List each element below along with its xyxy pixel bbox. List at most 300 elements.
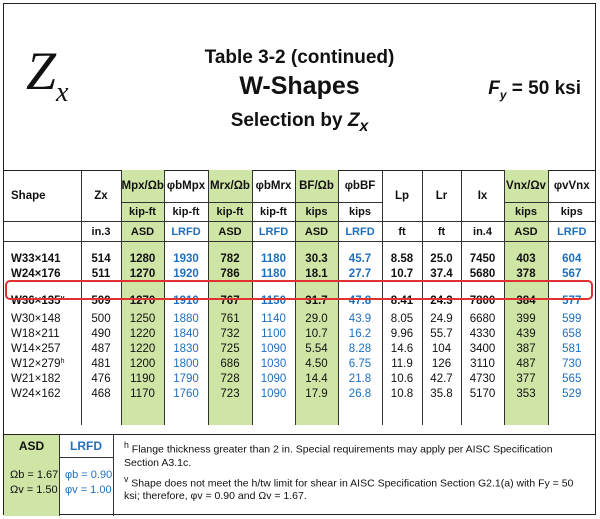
spacer-cell xyxy=(295,401,338,425)
value-text: 6.75 xyxy=(348,357,372,370)
value-cell xyxy=(504,341,548,356)
value-cell xyxy=(81,311,121,326)
fy-value: = 50 ksi xyxy=(506,78,581,99)
value-cell xyxy=(208,290,252,311)
spacer-cell xyxy=(504,281,548,290)
value-text: 1910 xyxy=(173,294,199,307)
col-mrx-lrfd: φbMrx xyxy=(252,170,295,203)
value-cell xyxy=(461,311,504,326)
unit-mrx-asd: kip-ft xyxy=(208,203,252,222)
value-text: 490 xyxy=(91,327,111,340)
value-text: 567 xyxy=(562,267,582,280)
footnote-v-mark: v xyxy=(124,473,129,484)
value-text: 1090 xyxy=(260,387,287,400)
value-cell xyxy=(338,251,382,266)
value-cell xyxy=(504,290,548,311)
value-cell xyxy=(208,371,252,386)
shape-name: W14×257 xyxy=(11,342,61,355)
value-text: 1170 xyxy=(130,387,155,400)
value-cell xyxy=(295,251,338,266)
value-cell xyxy=(382,341,422,356)
value-cell xyxy=(504,311,548,326)
value-text: 481 xyxy=(91,357,111,370)
shape-cell xyxy=(4,341,81,356)
spacer-cell xyxy=(548,401,595,425)
value-text: 24.9 xyxy=(430,312,453,325)
col-mpx-lrfd: φbMpx xyxy=(164,170,208,203)
value-cell xyxy=(461,251,504,266)
footnote-mark: v xyxy=(60,294,65,302)
value-cell xyxy=(164,290,208,311)
value-text: 126 xyxy=(431,357,452,370)
fy-var: F xyxy=(488,78,500,99)
value-cell xyxy=(382,311,422,326)
value-cell xyxy=(548,290,595,311)
spacer-cell xyxy=(121,401,164,425)
value-cell xyxy=(504,326,548,341)
col-lp: Lp xyxy=(382,170,422,222)
value-text: 581 xyxy=(562,342,582,355)
value-cell xyxy=(548,356,595,371)
method-lrfd-mpx: LRFD xyxy=(164,222,208,242)
value-cell xyxy=(252,290,295,311)
value-cell xyxy=(81,341,121,356)
value-text: 439 xyxy=(516,327,536,340)
value-cell xyxy=(164,326,208,341)
spacer-cell xyxy=(164,281,208,290)
value-text: 1790 xyxy=(173,372,199,385)
spacer-row xyxy=(4,281,595,290)
shape-name: W12×279 xyxy=(11,357,61,370)
col-shape: Shape xyxy=(11,189,46,202)
value-text: 1150 xyxy=(261,294,286,307)
value-text: 3110 xyxy=(470,357,495,370)
method-asd-bf: ASD xyxy=(295,222,338,242)
value-cell xyxy=(252,251,295,266)
value-cell xyxy=(252,356,295,371)
value-text: 658 xyxy=(562,327,582,340)
shape-name: W24×176 xyxy=(11,267,61,280)
table-row xyxy=(4,251,595,266)
value-cell xyxy=(208,386,252,401)
spacer-cell xyxy=(121,242,164,252)
value-text: 6680 xyxy=(469,312,496,325)
table-page xyxy=(3,3,596,515)
unit-lp: ft xyxy=(382,222,422,242)
value-text: 45.7 xyxy=(348,252,372,265)
value-text: 21.8 xyxy=(348,372,372,385)
value-text: 10.7 xyxy=(390,267,414,280)
footnote-v xyxy=(124,473,589,504)
value-cell xyxy=(422,371,461,386)
table-row xyxy=(4,371,595,386)
asd-omega-b: Ωb = 1.67 xyxy=(10,469,59,481)
value-cell xyxy=(422,311,461,326)
value-text: 35.8 xyxy=(430,387,453,400)
table-header xyxy=(4,4,595,171)
shapes-table xyxy=(4,170,595,425)
lrfd-phi-b: φb = 0.90 xyxy=(65,469,113,481)
value-cell xyxy=(81,356,121,371)
spacer-cell xyxy=(338,401,382,425)
value-text: 1190 xyxy=(130,372,155,385)
shape-cell xyxy=(4,311,81,326)
value-cell xyxy=(422,341,461,356)
spacer-cell xyxy=(338,281,382,290)
col-zx: Zx xyxy=(81,170,121,222)
col-vnx-lrfd: φvVnx xyxy=(548,170,595,203)
value-cell xyxy=(504,386,548,401)
unit-bf-asd: kips xyxy=(295,203,338,222)
method-asd-mrx: ASD xyxy=(208,222,252,242)
value-cell xyxy=(121,356,164,371)
unit-mpx-lrfd: kip-ft xyxy=(164,203,208,222)
value-cell xyxy=(548,371,595,386)
spacer-cell xyxy=(4,242,81,252)
value-text: 8.05 xyxy=(390,312,414,325)
value-text: 7800 xyxy=(469,294,496,307)
value-text: 55.7 xyxy=(430,327,453,340)
value-cell xyxy=(208,326,252,341)
value-cell xyxy=(461,290,504,311)
value-text: 5680 xyxy=(469,267,496,280)
footnote-h xyxy=(124,439,589,470)
value-cell xyxy=(504,266,548,281)
spacer-cell xyxy=(295,242,338,252)
value-cell xyxy=(295,326,338,341)
lrfd-phi-v: φv = 1.00 xyxy=(65,484,112,496)
spacer-cell xyxy=(548,242,595,252)
value-cell xyxy=(295,371,338,386)
table-subtitle xyxy=(4,110,595,136)
value-text: 1140 xyxy=(261,312,286,325)
asd-legend-label: ASD xyxy=(4,435,60,458)
value-cell xyxy=(422,290,461,311)
spacer-cell xyxy=(252,281,295,290)
value-cell xyxy=(164,386,208,401)
value-cell xyxy=(252,266,295,281)
value-cell xyxy=(252,341,295,356)
table-row xyxy=(4,386,595,401)
value-cell xyxy=(461,356,504,371)
value-text: 476 xyxy=(91,372,111,385)
value-cell xyxy=(461,386,504,401)
value-text: 5.54 xyxy=(305,342,328,355)
spacer-cell xyxy=(81,242,121,252)
value-text: 1220 xyxy=(129,327,156,340)
value-text: 732 xyxy=(220,327,240,340)
value-cell xyxy=(338,311,382,326)
value-text: 1220 xyxy=(129,342,156,355)
value-cell xyxy=(461,341,504,356)
value-text: 25.0 xyxy=(430,252,453,265)
table-row xyxy=(4,326,595,341)
value-text: 7450 xyxy=(469,252,496,265)
unit-lr: ft xyxy=(422,222,461,242)
value-cell xyxy=(295,311,338,326)
spacer-cell xyxy=(422,281,461,290)
value-text: 1280 xyxy=(129,252,156,265)
value-cell xyxy=(338,326,382,341)
value-text: 26.8 xyxy=(348,387,372,400)
value-cell xyxy=(295,266,338,281)
table-row xyxy=(4,311,595,326)
value-cell xyxy=(81,290,121,311)
spacer-cell xyxy=(4,401,81,425)
value-text: 500 xyxy=(91,312,111,325)
value-cell xyxy=(121,290,164,311)
value-text: 3400 xyxy=(469,342,496,355)
value-text: 728 xyxy=(220,372,240,385)
value-cell xyxy=(504,251,548,266)
table-row xyxy=(4,266,595,281)
value-cell xyxy=(81,386,121,401)
spacer-cell xyxy=(121,281,164,290)
spacer-cell xyxy=(252,242,295,252)
value-text: 604 xyxy=(562,252,582,265)
subtitle-text: Selection by xyxy=(230,110,348,131)
value-text: 1800 xyxy=(173,357,199,370)
value-cell xyxy=(382,371,422,386)
col-mpx-asd: Mpx/Ωb xyxy=(121,170,164,203)
value-text: 761 xyxy=(220,312,240,325)
spacer-cell xyxy=(461,281,504,290)
value-cell xyxy=(164,251,208,266)
value-cell xyxy=(338,290,382,311)
value-text: 1100 xyxy=(261,327,286,340)
value-text: 529 xyxy=(562,387,582,400)
value-cell xyxy=(121,341,164,356)
shape-cell xyxy=(4,326,81,341)
value-cell xyxy=(338,371,382,386)
value-text: 1090 xyxy=(260,372,287,385)
table-title: W-Shapes xyxy=(239,72,360,100)
value-cell xyxy=(295,341,338,356)
unit-shape-blank xyxy=(4,222,81,242)
value-text: 1250 xyxy=(129,312,156,325)
spacer-cell xyxy=(338,242,382,252)
value-cell xyxy=(252,311,295,326)
value-text: 8.28 xyxy=(348,342,372,355)
subtitle-var: Z xyxy=(347,110,360,131)
value-text: 1030 xyxy=(260,357,287,370)
value-cell xyxy=(295,290,338,311)
value-text: 730 xyxy=(562,357,582,370)
footnote-v-text: Shape does not meet the h/tw limit for shear in AISC Specification Section G2.1(a) with Fy = 50 ksi; therefore, φv = 0.90 and Ωv = 1.67. xyxy=(124,477,574,502)
yield-stress xyxy=(488,78,581,102)
value-cell xyxy=(338,356,382,371)
value-text: 9.96 xyxy=(390,327,414,340)
spacer-cell xyxy=(4,281,81,290)
value-text: 384 xyxy=(516,294,536,307)
col-mrx-asd: Mrx/Ωb xyxy=(208,170,252,203)
unit-zx: in.3 xyxy=(81,222,121,242)
value-text: 686 xyxy=(220,357,240,370)
zx-symbol-sub: x xyxy=(56,77,69,108)
value-cell xyxy=(81,251,121,266)
value-text: 31.7 xyxy=(305,294,328,307)
spacer-cell xyxy=(208,242,252,252)
value-text: 487 xyxy=(516,357,536,370)
value-text: 565 xyxy=(562,372,582,385)
value-cell xyxy=(504,371,548,386)
spacer-cell xyxy=(164,401,208,425)
table-footer xyxy=(4,434,595,516)
spacer-cell xyxy=(382,242,422,252)
spacer-cell xyxy=(504,401,548,425)
value-text: 14.6 xyxy=(390,342,414,355)
value-text: 767 xyxy=(220,294,240,307)
value-cell xyxy=(548,341,595,356)
value-text: 1930 xyxy=(173,252,199,265)
value-text: 4.50 xyxy=(305,357,328,370)
value-cell xyxy=(121,311,164,326)
spacer-cell xyxy=(208,401,252,425)
value-text: 8.58 xyxy=(390,252,414,265)
table-row xyxy=(4,356,595,371)
shape-cell xyxy=(4,251,81,266)
table-number: Table 3-2 (continued) xyxy=(204,47,395,68)
value-text: 1270 xyxy=(129,267,156,280)
shape-cell xyxy=(4,356,81,371)
method-asd-vnx: ASD xyxy=(504,222,548,242)
header-row-methods xyxy=(4,222,595,242)
value-text: 1180 xyxy=(261,267,286,280)
value-text: 1200 xyxy=(129,357,156,370)
unit-ix: in.4 xyxy=(461,222,504,242)
value-text: 10.8 xyxy=(390,387,414,400)
shape-cell xyxy=(4,386,81,401)
value-text: 1830 xyxy=(173,342,199,355)
value-text: 487 xyxy=(91,342,111,355)
value-text: 1840 xyxy=(173,327,199,340)
method-lrfd-mrx: LRFD xyxy=(252,222,295,242)
value-cell xyxy=(382,356,422,371)
table-row xyxy=(4,290,595,311)
value-cell xyxy=(295,356,338,371)
value-text: 468 xyxy=(91,387,111,400)
footnote-h-text: Flange thickness greater than 2 in. Special requirements may apply per AISC Specification Section A3.1c. xyxy=(124,443,553,469)
value-cell xyxy=(252,386,295,401)
value-cell xyxy=(382,326,422,341)
value-text: 16.2 xyxy=(348,327,372,340)
value-text: 514 xyxy=(91,252,111,265)
value-text: 24.3 xyxy=(430,294,453,307)
spacer-cell xyxy=(504,242,548,252)
value-cell xyxy=(252,371,295,386)
value-text: 782 xyxy=(220,252,240,265)
value-cell xyxy=(461,266,504,281)
spacer-cell xyxy=(422,401,461,425)
value-cell xyxy=(81,266,121,281)
footnotes xyxy=(124,439,589,506)
footnote-mark: h xyxy=(60,357,65,365)
value-text: 577 xyxy=(562,294,582,307)
value-text: 377 xyxy=(516,372,536,385)
value-text: 37.4 xyxy=(430,267,453,280)
value-text: 10.7 xyxy=(305,327,328,340)
value-cell xyxy=(121,251,164,266)
value-cell xyxy=(208,356,252,371)
value-cell xyxy=(382,251,422,266)
value-text: 14.4 xyxy=(305,372,328,385)
spacer-row xyxy=(4,401,595,425)
value-text: 10.6 xyxy=(390,372,414,385)
method-lrfd-bf: LRFD xyxy=(338,222,382,242)
spacer-cell xyxy=(252,401,295,425)
value-cell xyxy=(121,266,164,281)
value-text: 4330 xyxy=(469,327,496,340)
value-cell xyxy=(548,311,595,326)
spacer-row xyxy=(4,242,595,252)
value-text: 27.7 xyxy=(348,267,372,280)
value-text: 786 xyxy=(220,267,240,280)
value-cell xyxy=(81,326,121,341)
table-body xyxy=(4,170,595,425)
shape-name: W24×162 xyxy=(11,387,61,400)
value-cell xyxy=(164,371,208,386)
lrfd-legend-label: LRFD xyxy=(59,435,114,458)
lrfd-factors xyxy=(59,457,114,516)
value-cell xyxy=(81,371,121,386)
spacer-cell xyxy=(81,401,121,425)
value-cell xyxy=(422,356,461,371)
value-cell xyxy=(461,371,504,386)
value-text: 42.7 xyxy=(430,372,453,385)
spacer-cell xyxy=(422,242,461,252)
value-text: 1180 xyxy=(261,252,286,265)
value-text: 511 xyxy=(91,267,111,280)
shape-name: W33×141 xyxy=(11,252,61,265)
value-text: 4730 xyxy=(469,372,496,385)
value-text: 5170 xyxy=(469,387,496,400)
value-cell xyxy=(422,326,461,341)
shape-name: W30×148 xyxy=(11,312,61,325)
value-cell xyxy=(121,386,164,401)
value-text: 725 xyxy=(220,342,240,355)
value-text: 18.1 xyxy=(305,267,328,280)
value-cell xyxy=(164,356,208,371)
value-cell xyxy=(164,266,208,281)
zx-symbol-main: Z xyxy=(26,41,57,101)
value-cell xyxy=(548,326,595,341)
col-vnx-asd: Vnx/Ωv xyxy=(504,170,548,203)
unit-mrx-lrfd: kip-ft xyxy=(252,203,295,222)
value-cell xyxy=(208,311,252,326)
value-text: 399 xyxy=(516,312,536,325)
spacer-cell xyxy=(81,281,121,290)
spacer-cell xyxy=(164,242,208,252)
value-cell xyxy=(548,251,595,266)
shape-name: W36×135 xyxy=(11,294,61,307)
asd-omega-v: Ωv = 1.50 xyxy=(10,484,58,496)
method-asd-mpx: ASD xyxy=(121,222,164,242)
value-text: 1090 xyxy=(260,342,287,355)
shape-cell xyxy=(4,266,81,281)
value-text: 1760 xyxy=(173,387,199,400)
value-cell xyxy=(164,311,208,326)
value-text: 47.8 xyxy=(348,294,372,307)
value-text: 723 xyxy=(220,387,240,400)
value-text: 43.9 xyxy=(348,312,372,325)
value-cell xyxy=(208,251,252,266)
value-cell xyxy=(422,386,461,401)
value-text: 599 xyxy=(562,312,582,325)
unit-bf-lrfd: kips xyxy=(338,203,382,222)
value-text: 509 xyxy=(91,294,111,307)
unit-vnx-asd: kips xyxy=(504,203,548,222)
unit-vnx-lrfd: kips xyxy=(548,203,595,222)
